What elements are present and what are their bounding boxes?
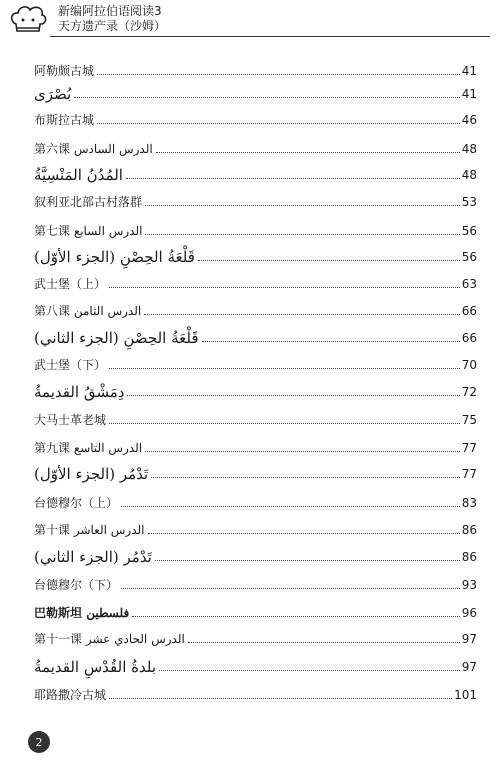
toc-entry-page: 86 bbox=[461, 523, 477, 537]
toc-entry[interactable] bbox=[34, 79, 477, 103]
dot-leader bbox=[198, 259, 460, 261]
chef-hat-icon bbox=[8, 4, 48, 36]
book-title: 新编阿拉伯语阅读3 bbox=[58, 4, 162, 18]
dot-leader bbox=[202, 340, 460, 342]
dot-leader bbox=[144, 313, 460, 315]
toc-entry-title: 阿勒颇古城 bbox=[34, 64, 95, 78]
toc-entry[interactable] bbox=[34, 134, 477, 158]
toc-entry-title: بلدةُ القُدْسِ القديمةُ bbox=[34, 658, 157, 676]
toc-entry[interactable] bbox=[34, 350, 477, 374]
toc-entry[interactable] bbox=[34, 296, 477, 320]
toc-entry-page: 56 bbox=[461, 224, 477, 238]
header-divider bbox=[50, 36, 490, 37]
toc-entry-title: 第九课 الدرس التاسع bbox=[34, 441, 143, 455]
toc-entry-title: 叙利亚北部古村落群 bbox=[34, 195, 143, 209]
toc-entry-page: 48 bbox=[461, 168, 477, 182]
toc-entry-title: 巴勒斯坦 فلسطين bbox=[34, 606, 130, 620]
toc-entry[interactable] bbox=[34, 405, 477, 429]
toc-entry-title: 武士堡（上） bbox=[34, 277, 107, 291]
toc-entry[interactable] bbox=[34, 433, 477, 457]
toc-entry-page: 72 bbox=[461, 385, 477, 399]
page-header bbox=[0, 0, 500, 38]
toc-entry[interactable] bbox=[34, 488, 477, 512]
dot-leader bbox=[74, 96, 460, 98]
dot-leader bbox=[127, 394, 459, 396]
toc-entry[interactable] bbox=[34, 377, 477, 401]
dot-leader bbox=[188, 641, 460, 643]
toc-entry[interactable] bbox=[34, 652, 477, 676]
dot-leader bbox=[155, 559, 460, 561]
dot-leader bbox=[109, 422, 460, 424]
toc-entry-title: 第七课 الدرس السابع bbox=[34, 224, 143, 238]
dot-leader bbox=[148, 532, 460, 534]
dot-leader bbox=[145, 233, 459, 235]
toc-entry-title: بُصْرَى bbox=[34, 85, 72, 103]
toc-entry-page: 48 bbox=[461, 142, 477, 156]
toc-entry-page: 70 bbox=[461, 358, 477, 372]
toc-entry-title: 第六课 الدرس السادس bbox=[34, 142, 153, 156]
toc-entry-title: 耶路撒冷古城 bbox=[34, 688, 107, 702]
toc-entry[interactable] bbox=[34, 56, 477, 80]
toc-entry-page: 46 bbox=[461, 113, 477, 127]
dot-leader bbox=[145, 450, 460, 452]
toc-entry[interactable] bbox=[34, 160, 477, 184]
dot-leader bbox=[109, 367, 460, 369]
dot-leader bbox=[109, 286, 460, 288]
toc-entry-page: 66 bbox=[461, 331, 477, 345]
book-subtitle: 天方遗产录（沙姆） bbox=[58, 19, 167, 33]
toc-entry-title: دِمَشْقُ القديمةُ bbox=[34, 383, 125, 401]
toc-entry-title: تَدْمُر (الجزء الثاني) bbox=[34, 548, 152, 566]
dot-leader bbox=[126, 177, 460, 179]
toc-entry-title: تَدْمُر (الجزء الأوّل) bbox=[34, 465, 149, 483]
toc-entry-title: 台德穆尔（下） bbox=[34, 578, 119, 592]
toc-entry[interactable] bbox=[34, 105, 477, 129]
toc-entry-page: 97 bbox=[461, 632, 477, 646]
toc-entry-page: 93 bbox=[461, 578, 477, 592]
dot-leader bbox=[97, 122, 460, 124]
toc-entry-title: 布斯拉古城 bbox=[34, 113, 95, 127]
dot-leader bbox=[132, 615, 460, 617]
toc-entry-title: 台德穆尔（上） bbox=[34, 496, 119, 510]
toc-entry[interactable] bbox=[34, 187, 477, 211]
dot-leader bbox=[97, 73, 460, 75]
toc-entry[interactable] bbox=[34, 598, 477, 622]
toc-entry[interactable] bbox=[34, 269, 477, 293]
toc-entry-title: 第十课 الدرس العاشر bbox=[34, 523, 145, 537]
toc-entry-page: 77 bbox=[461, 467, 477, 481]
dot-leader bbox=[109, 697, 452, 699]
dot-leader bbox=[156, 151, 460, 153]
toc-entry[interactable] bbox=[34, 459, 477, 483]
dot-leader bbox=[159, 669, 460, 671]
toc-entry-page: 101 bbox=[454, 688, 477, 702]
toc-entry-title: قَلْعَةُ الحِصْنِ (الجزء الأوّل) bbox=[34, 248, 195, 266]
toc-entry-page: 83 bbox=[461, 496, 477, 510]
toc-entry-page: 41 bbox=[461, 64, 477, 78]
toc-entry-title: 第八课 الدرس الثامن bbox=[34, 304, 142, 318]
toc-entry[interactable] bbox=[34, 570, 477, 594]
toc-entry-page: 66 bbox=[461, 304, 477, 318]
toc-entry-title: 第十一课 الدرس الحادي عشر bbox=[34, 632, 185, 646]
dot-leader bbox=[151, 476, 460, 478]
toc-entry-page: 63 bbox=[461, 277, 477, 291]
toc-entry-page: 75 bbox=[461, 413, 477, 427]
toc-entry-page: 53 bbox=[461, 195, 477, 209]
page-number-badge: 2 bbox=[28, 731, 50, 753]
dot-leader bbox=[145, 204, 460, 206]
toc-entry-page: 86 bbox=[461, 550, 477, 564]
toc-entry-title: قَلْعَةُ الحِصْنِ (الجزء الثاني) bbox=[34, 329, 199, 347]
toc-entry[interactable] bbox=[34, 242, 477, 266]
toc-entry-page: 77 bbox=[461, 441, 477, 455]
toc-entry-page: 97 bbox=[461, 660, 477, 674]
toc-entry[interactable] bbox=[34, 542, 477, 566]
toc-entry-page: 96 bbox=[461, 606, 477, 620]
toc-entry-title: 大马士革老城 bbox=[34, 413, 107, 427]
toc-entry[interactable] bbox=[34, 680, 477, 704]
toc-entry-title: المُدُنُ المَنْسِيَّةُ bbox=[34, 166, 123, 184]
dot-leader bbox=[121, 587, 460, 589]
toc-entry[interactable] bbox=[34, 323, 477, 347]
dot-leader bbox=[121, 505, 460, 507]
toc-entry-page: 41 bbox=[461, 87, 477, 101]
toc-entry[interactable] bbox=[34, 216, 477, 240]
toc-entry-title: 武士堡（下） bbox=[34, 358, 107, 372]
toc-entry[interactable] bbox=[34, 624, 477, 648]
toc-entry[interactable] bbox=[34, 515, 477, 539]
toc-entry-page: 56 bbox=[461, 250, 477, 264]
